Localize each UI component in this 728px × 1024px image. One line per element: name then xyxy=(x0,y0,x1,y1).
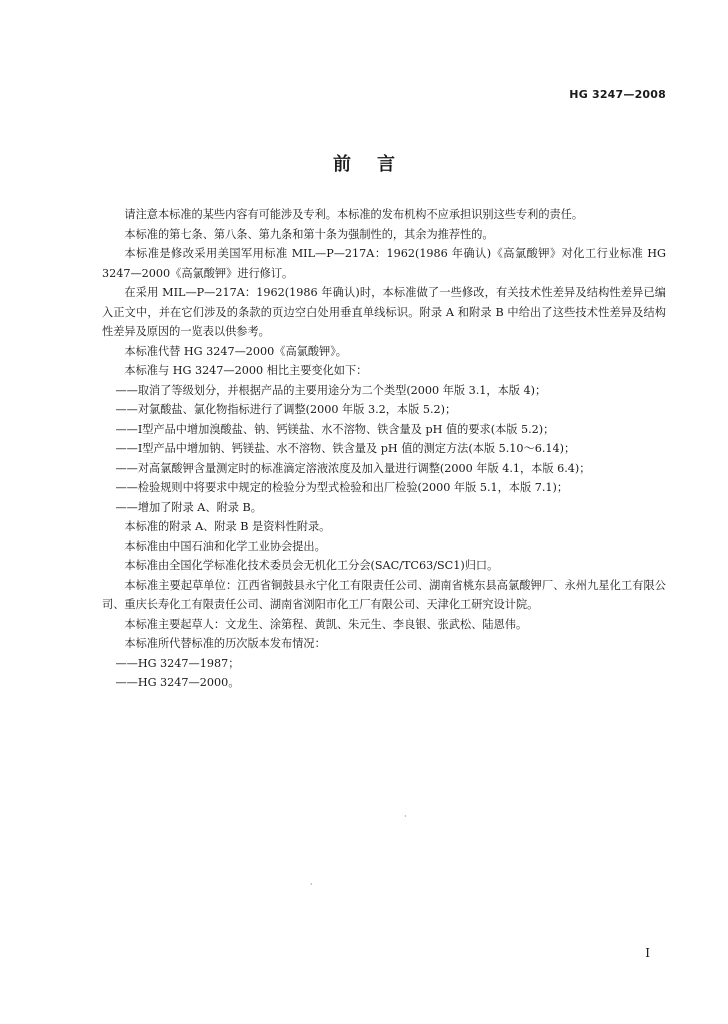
history-item: ——HG 3247—1987； xyxy=(115,656,240,670)
scan-speck: · xyxy=(404,812,407,821)
page-title: 前言 xyxy=(333,154,421,175)
change-item: ——增加了附录 A、附录 B。 xyxy=(115,500,262,514)
paragraph-history-intro: 本标准所代替标准的历次版本发布情况： xyxy=(124,637,326,650)
scan-speck: · xyxy=(310,880,313,889)
change-item: ——Ⅰ型产品中增加溴酸盐、钠、钙镁盐、水不溶物、铁含量及 pH 值的要求(本版 5.2)； xyxy=(115,422,555,436)
paragraph-mandatory-clauses: 本标准的第七条、第八条、第九条和第十条为强制性的，其余为推荐性的。 xyxy=(124,227,494,241)
page-number: I xyxy=(645,946,650,960)
paragraph-adoption: 本标准是修改采用美国军用标准 MIL—P—217A：1962(1986 年确认)《高氯酸钾》对化工行业标准 HG 3247—2000《高氯酸钾》进行修订。 xyxy=(102,247,666,280)
paragraph-drafting-units: 本标准主要起草单位：江西省铜鼓县永宁化工有限责任公司、湖南省桃东县高氯酸钾厂、永州九星化工有限公司、重庆长寿化工有限责任公司、湖南省浏阳市化工厂有限公司、天津化工研究设计院。 xyxy=(102,578,666,611)
paragraph-managed-by: 本标准由全国化学标准化技术委员会无机化工分会(SAC/TC63/SC1)归口。 xyxy=(124,559,499,572)
paragraph-appendix-note: 本标准的附录 A、附录 B 是资料性附录。 xyxy=(124,520,331,533)
paragraph-drafters: 本标准主要起草人：文龙生、涂第程、黄凯、朱元生、李良银、张武松、陆恩伟。 xyxy=(124,617,528,631)
change-item: ——对高氯酸钾含量测定时的标准滴定溶液浓度及加入量进行调整(2000 年版 4.1，本版 6.4)； xyxy=(115,461,591,475)
paragraph-proposed-by: 本标准由中国石油和化学工业协会提出。 xyxy=(124,539,326,553)
standard-code: HG 3247—2008 xyxy=(569,88,666,101)
paragraph-changes-intro: 本标准与 HG 3247—2000 相比主要变化如下： xyxy=(124,364,368,377)
paragraph-patent-notice: 请注意本标准的某些内容有可能涉及专利。本标准的发布机构不应承担识别这些专利的责任。 xyxy=(124,208,584,221)
document-body xyxy=(102,205,666,693)
paragraph-modifications: 在采用 MIL—P—217A：1962(1986 年确认)时，本标准做了一些修改，有关技术性差异及结构性差异已编入正文中，并在它们涉及的条款的页边空白处用垂直单线标识。附录 A 和附录 B 中给出了这些技术性差异及结构性差异及原因的一览表以供参考。 xyxy=(102,286,666,338)
change-item: ——取消了等级划分，并根据产品的主要用途分为二个类型(2000 年版 3.1，本版 4)； xyxy=(115,383,547,397)
paragraph-replaces: 本标准代替 HG 3247—2000《高氯酸钾》。 xyxy=(124,344,347,358)
history-item: ——HG 3247—2000。 xyxy=(115,676,240,689)
change-item: ——Ⅰ型产品中增加钠、钙镁盐、水不溶物、铁含量及 pH 值的测定方法(本版 5.10～6.14)； xyxy=(115,442,576,455)
change-item: ——检验规则中将要求中规定的检验分为型式检验和出厂检验(2000 年版 5.1，本版 7.1)； xyxy=(115,481,569,494)
change-item: ——对氯酸盐、氯化物指标进行了调整(2000 年版 3.2，本版 5.2)； xyxy=(115,403,457,416)
